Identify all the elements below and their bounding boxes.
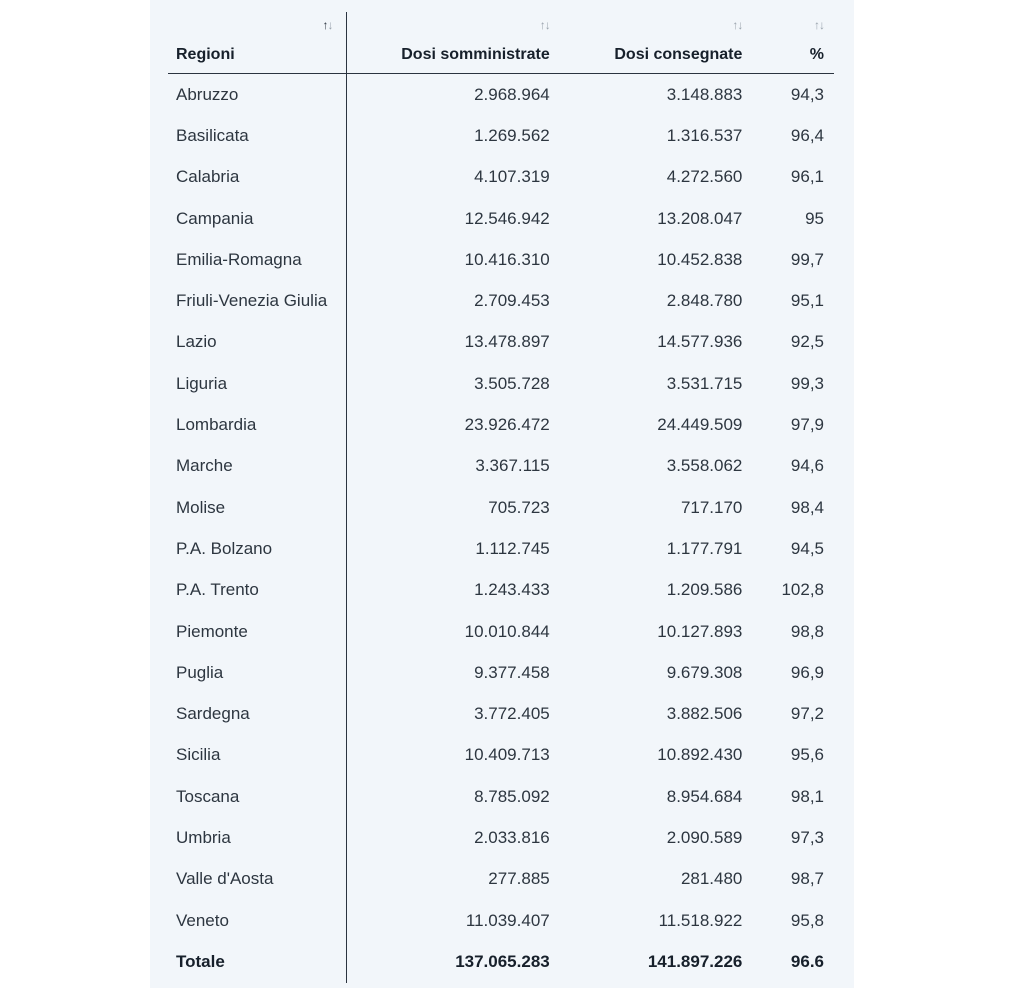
table-row (168, 322, 834, 363)
cell-percent: 96,1 (790, 167, 824, 187)
cell-region: Puglia (168, 652, 347, 693)
total-percent: 96.6 (790, 952, 824, 972)
table-row (168, 611, 834, 652)
cell-percent: 92,5 (790, 332, 824, 352)
column-header-label: % (809, 46, 824, 63)
table-row (168, 693, 834, 734)
cell-administered: 3.772.405 (474, 704, 550, 724)
column-header-label: Regioni (176, 46, 235, 63)
cell-delivered: 11.518.922 (658, 910, 743, 930)
cell-administered: 2.968.964 (474, 84, 550, 104)
cell-delivered: 10.452.838 (657, 249, 743, 269)
cell-delivered: 24.449.509 (657, 415, 743, 435)
cell-region: Molise (168, 487, 347, 528)
cell-delivered: 10.892.430 (657, 745, 743, 765)
table-panel (150, 0, 854, 988)
cell-region: Sardegna (168, 693, 347, 734)
cell-percent: 96,4 (790, 125, 824, 145)
cell-administered: 705.723 (488, 497, 550, 517)
total-row (168, 941, 834, 983)
cell-administered: 3.505.728 (474, 373, 550, 393)
table-row (168, 280, 834, 321)
cell-administered: 277.885 (488, 869, 550, 889)
cell-administered: 1.269.562 (474, 125, 550, 145)
sort-icon[interactable]: ↑↓ (539, 18, 550, 32)
table-row (168, 487, 834, 528)
cell-delivered: 9.679.308 (666, 662, 743, 682)
cell-delivered: 2.848.780 (666, 291, 743, 311)
cell-administered: 23.926.472 (464, 415, 550, 435)
cell-delivered: 1.177.791 (666, 538, 743, 558)
table-row (168, 74, 834, 116)
table-row (168, 198, 834, 239)
cell-percent: 94,5 (790, 538, 824, 558)
table-row (168, 115, 834, 156)
table-row (168, 239, 834, 280)
cell-region: Liguria (168, 363, 347, 404)
cell-region: Campania (168, 198, 347, 239)
table-row (168, 446, 834, 487)
column-header-region[interactable] (168, 12, 347, 74)
cell-administered: 1.243.433 (474, 580, 550, 600)
header-row (168, 12, 834, 74)
sort-icon[interactable]: ↑↓ (322, 18, 333, 32)
cell-delivered: 281.480 (680, 869, 743, 889)
cell-region: Umbria (168, 817, 347, 858)
cell-administered: 10.409.713 (464, 745, 550, 765)
cell-administered: 2.709.453 (474, 291, 550, 311)
table-row (168, 570, 834, 611)
table-row (168, 157, 834, 198)
cell-percent: 99,7 (790, 249, 824, 269)
cell-region: Veneto (168, 900, 347, 941)
cell-region: Abruzzo (168, 74, 347, 116)
cell-percent: 98,8 (790, 621, 824, 641)
cell-delivered: 1.316.537 (666, 125, 743, 145)
vaccine-doses-table (168, 12, 834, 983)
cell-region: Piemonte (168, 611, 347, 652)
cell-delivered: 14.577.936 (657, 332, 743, 352)
cell-administered: 8.785.092 (474, 786, 550, 806)
cell-delivered: 13.208.047 (657, 208, 743, 228)
cell-percent: 95,1 (790, 291, 824, 311)
cell-percent: 102,8 (781, 580, 824, 600)
cell-percent: 97,9 (790, 415, 824, 435)
table-row (168, 735, 834, 776)
table-row (168, 528, 834, 569)
table-row (168, 363, 834, 404)
cell-administered: 10.416.310 (464, 249, 550, 269)
cell-percent: 94,6 (790, 456, 824, 476)
cell-delivered: 10.127.893 (657, 621, 743, 641)
cell-administered: 9.377.458 (474, 662, 550, 682)
cell-delivered: 1.209.586 (666, 580, 743, 600)
total-delivered: 141.897.226 (647, 952, 743, 972)
cell-percent: 98,1 (790, 786, 824, 806)
sort-icon[interactable]: ↑↓ (814, 18, 824, 32)
cell-percent: 95 (805, 208, 824, 228)
table-row (168, 817, 834, 858)
cell-delivered: 8.954.684 (666, 786, 743, 806)
cell-region: Friuli-Venezia Giulia (168, 280, 347, 321)
cell-region: Marche (168, 446, 347, 487)
column-header-label: Dosi consegnate (614, 46, 743, 63)
cell-region: P.A. Bolzano (168, 528, 347, 569)
cell-delivered: 4.272.560 (666, 167, 743, 187)
cell-percent: 98,4 (790, 497, 824, 517)
cell-region: Calabria (168, 157, 347, 198)
cell-administered: 11.039.407 (465, 910, 550, 930)
cell-administered: 13.478.897 (464, 332, 550, 352)
cell-administered: 2.033.816 (474, 827, 550, 847)
total-administered: 137.065.283 (455, 952, 550, 972)
cell-administered: 4.107.319 (474, 167, 550, 187)
cell-percent: 97,2 (790, 704, 824, 724)
cell-region: Lombardia (168, 404, 347, 445)
column-header-percent[interactable] (752, 12, 834, 74)
cell-region: Toscana (168, 776, 347, 817)
cell-delivered: 717.170 (680, 497, 743, 517)
cell-percent: 99,3 (790, 373, 824, 393)
cell-percent: 95,6 (790, 745, 824, 765)
cell-region: Emilia-Romagna (168, 239, 347, 280)
cell-region: Basilicata (168, 115, 347, 156)
table-row (168, 776, 834, 817)
cell-region: P.A. Trento (168, 570, 347, 611)
column-header-delivered[interactable] (560, 12, 753, 74)
cell-delivered: 3.148.883 (666, 84, 743, 104)
cell-percent: 98,7 (790, 869, 824, 889)
column-header-administered[interactable] (347, 12, 560, 74)
cell-percent: 94,3 (790, 84, 824, 104)
cell-region: Lazio (168, 322, 347, 363)
table-row (168, 900, 834, 941)
cell-percent: 97,3 (790, 827, 824, 847)
cell-administered: 12.546.942 (464, 208, 550, 228)
total-label: Totale (168, 941, 347, 983)
cell-region: Sicilia (168, 735, 347, 776)
cell-region: Valle d'Aosta (168, 859, 347, 900)
table-row (168, 859, 834, 900)
table-row (168, 652, 834, 693)
cell-administered: 3.367.115 (475, 456, 550, 476)
cell-delivered: 3.882.506 (666, 704, 743, 724)
table-row (168, 404, 834, 445)
cell-delivered: 3.558.062 (666, 456, 743, 476)
column-header-label: Dosi somministrate (401, 46, 550, 63)
cell-administered: 10.010.844 (464, 621, 550, 641)
cell-delivered: 3.531.715 (666, 373, 743, 393)
sort-icon[interactable]: ↑↓ (732, 18, 743, 32)
cell-percent: 96,9 (790, 662, 824, 682)
cell-percent: 95,8 (790, 910, 824, 930)
cell-administered: 1.112.745 (475, 538, 550, 558)
cell-delivered: 2.090.589 (666, 827, 743, 847)
